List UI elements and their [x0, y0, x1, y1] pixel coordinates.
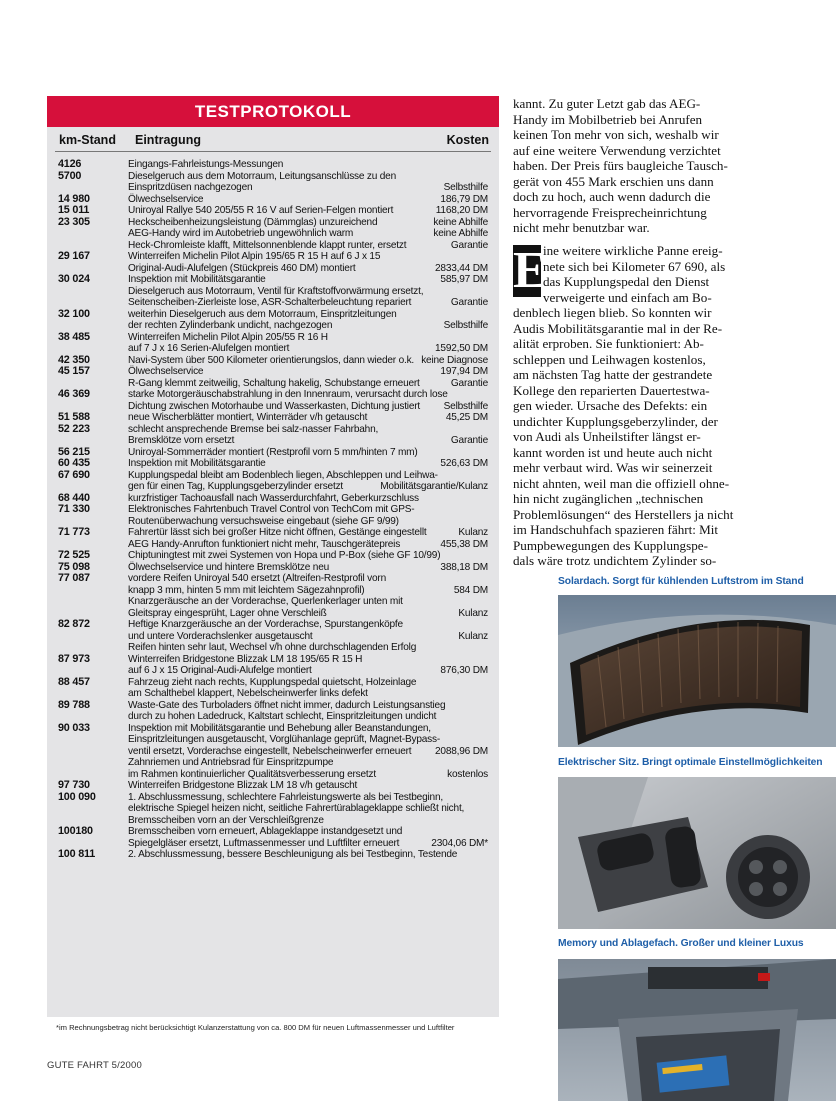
table-row [47, 803, 499, 815]
article-line: kannt. Zu guter Letzt gab das AEG- [513, 96, 701, 111]
row-entry: Seitenscheiben-Zierleiste lose, ASR-Schalterbeleuchtung repariert [128, 297, 412, 308]
table-row [47, 677, 499, 689]
table-row [47, 527, 499, 539]
table-row [47, 723, 499, 735]
row-entry: vordere Reifen Uniroyal 540 ersetzt (Altreifen-Restprofil vorn [128, 573, 387, 584]
row-cost: 45,25 DM [445, 412, 488, 423]
row-entry: Uniroyal Rallye 540 205/55 R 16 V auf Serien-Felgen montiert [128, 205, 394, 216]
row-entry: Uniroyal-Sommerräder montiert (Restprofil vorn 5 mm/hinten 7 mm) [128, 446, 418, 458]
row-km: 60 435 [58, 457, 90, 469]
row-cost: 455,38 DM [440, 538, 488, 550]
row-entry: Heckscheibenheizungsleistung (Dämmglas) unzureichend [128, 216, 378, 228]
row-entry: knapp 3 mm, hinten 5 mm mit leichtem Sägezahnprofil) [128, 584, 365, 596]
row-cost: 388,18 DM [440, 561, 488, 573]
row-km: 45 157 [58, 365, 90, 377]
article-line: hin nicht zugänglichen „technischen [513, 491, 704, 506]
table-row [47, 205, 499, 217]
table-row [47, 320, 499, 332]
row-cost: 2304,06 DM* [431, 837, 488, 849]
row-entry: 1. Abschlussmessung, schlechtere Fahrleistungswerte als bei Testbeginn, [128, 791, 443, 803]
protocol-header-row [55, 127, 491, 152]
article-line: auf eine weitere Verwendung verzichtet [513, 142, 721, 158]
row-km: 32 100 [58, 307, 90, 320]
row-entry: weiterhin Dieselgeruch aus dem Motorraum, Einspritzleitungen [128, 308, 397, 320]
row-entry: Winterreifen Michelin Pilot Alpin 195/65 R 15 H auf 6 J x 15 [128, 251, 381, 262]
table-row [47, 389, 499, 401]
row-entry: Ölwechselservice [128, 366, 204, 377]
row-cost: 526,63 DM [440, 458, 488, 469]
table-row [47, 424, 499, 436]
row-km: 38 485 [58, 330, 90, 343]
article-line: undichter Kupplungsgeberzylinder, der [513, 413, 718, 429]
row-km: 30 024 [58, 273, 90, 285]
row-cost: 186,79 DM [440, 193, 488, 205]
row-km: 90 033 [58, 721, 90, 734]
table-row [47, 435, 499, 447]
row-km: 46 369 [58, 388, 90, 400]
row-entry: starke Motorgeräuschabstrahlung in den Innenraum, verursacht durch lose [128, 389, 448, 400]
row-km: 100 090 [58, 790, 96, 803]
table-row [47, 343, 499, 355]
row-entry: R-Gang klemmt zeitweilig, Schaltung hakelig, Schubstange erneuert [128, 377, 420, 389]
test-protocol-table [47, 96, 499, 1017]
row-entry: 2. Abschlussmessung, bessere Beschleunigung als bei Testbeginn, Testende [128, 849, 458, 860]
row-cost: 1592,50 DM [435, 343, 488, 354]
photo-caption-solar-roof: Solardach. Sorgt für kühlenden Luftstrom im Stand [558, 576, 804, 587]
row-entry: Fahrertür lässt sich bei großer Hitze nicht öffnen, Gestänge eingestellt [128, 527, 427, 538]
table-row [47, 182, 499, 194]
row-cost: 585,97 DM [440, 274, 488, 285]
table-row [47, 171, 499, 183]
table-row [47, 769, 499, 781]
row-entry: Dieselgeruch aus Motorraum, Ventil für Kraftstoffvorwärmung ersetzt, [128, 285, 424, 297]
row-entry: Ölwechselservice [128, 193, 204, 205]
photo-storage-compartment [558, 959, 836, 1101]
article-line: mehr verbaut wird. Was wir seinerzeit [513, 460, 713, 475]
row-entry: Kupplungspedal bleibt am Bodenblech liegen, Abschleppen und Leihwa- [128, 469, 438, 481]
article-line: Audis Mobilitätsgarantie mal in der Re- [513, 320, 723, 336]
article-line: keinen Ton mehr von sich, weshalb wir [513, 127, 719, 142]
column-header-km: km-Stand [59, 133, 116, 147]
row-km: 29 167 [58, 250, 90, 262]
article-paragraph-2 [513, 243, 741, 569]
row-km: 68 440 [58, 491, 90, 504]
table-row [47, 596, 499, 608]
table-row [47, 504, 499, 516]
row-entry: Inspektion mit Mobilitätsgarantie und Behebung aller Beanstandungen, [128, 722, 431, 734]
storage-compartment-image [558, 959, 836, 1101]
table-row [47, 654, 499, 666]
table-row [47, 286, 499, 298]
drop-cap: E [513, 242, 548, 299]
row-entry: Bremsscheiben vorn an der Verschleißgrenze [128, 814, 324, 826]
row-entry: Routenüberwachung versuchsweise eingebaut (siehe GF 9/99) [128, 515, 399, 527]
column-header-entry: Eintragung [135, 133, 201, 147]
table-row [47, 516, 499, 528]
row-cost: Garantie [450, 297, 488, 308]
table-row [47, 274, 499, 286]
row-entry: Fahrzeug zieht nach rechts, Kupplungspedal quietscht, Holzeinlage [128, 676, 417, 688]
page-footer: GUTE FAHRT 5/2000 [47, 1060, 142, 1071]
table-row [47, 700, 499, 712]
article-line: schleppen und Leihwagen kostenlos, [513, 351, 706, 367]
row-km: 15 011 [58, 204, 90, 216]
article-line: dals wäre trotz undichtem Zylinder so- [513, 553, 717, 568]
row-entry: am Schalthebel klappert, Nebelscheinwerfer links defekt [128, 688, 368, 699]
article-line: am nächsten Tag hatte der gestrandete [513, 367, 713, 382]
row-entry: der rechten Zylinderbank undicht, nachgezogen [128, 320, 333, 331]
row-km: 87 973 [58, 652, 90, 665]
table-row [47, 849, 499, 861]
table-row [47, 401, 499, 413]
row-entry: Bremsklötze vorn ersetzt [128, 435, 235, 446]
row-km: 51 588 [58, 411, 90, 423]
article-line: Problemlösungen“ des Herstellers ja nicht [513, 506, 734, 522]
row-cost: Kulanz [458, 527, 488, 538]
article-line: verweigerte und einfach am Bo- [543, 289, 712, 305]
article-paragraph-1 [513, 96, 741, 236]
row-cost: keine Abhilfe [433, 216, 488, 228]
row-entry: elektrische Spiegel heizen nicht, seitliche Fahrertürablageklappe schließt nicht, [128, 803, 465, 814]
row-cost: Kulanz [458, 630, 488, 642]
row-km: 14 980 [58, 192, 90, 205]
row-cost: Mobilitätsgarantie/Kulanz [380, 481, 488, 492]
row-entry: Inspektion mit Mobilitätsgarantie [128, 274, 266, 285]
row-entry: Chiptuningtest mit zwei Systemen von Hopa und P-Box (siehe GF 10/99) [128, 550, 441, 561]
protocol-rows [47, 159, 499, 861]
row-entry: schlecht ansprechende Bremse bei salz-nasser Fahrbahn, [128, 423, 379, 435]
row-km: 23 305 [58, 215, 90, 228]
table-row [47, 711, 499, 723]
table-row [47, 631, 499, 643]
row-cost: kostenlos [447, 768, 488, 780]
row-entry: Bremsscheiben vorn erneuert, Ablageklappe instandgesetzt und [128, 826, 403, 837]
row-entry: Zahnriemen und Antriebsrad für Einspritzpumpe [128, 757, 334, 768]
row-cost: Kulanz [458, 607, 488, 619]
table-row [47, 355, 499, 367]
article-line: alität erproben. Sie funktioniert: Ab- [513, 336, 704, 351]
table-row [47, 332, 499, 344]
table-row [47, 780, 499, 792]
row-km: 56 215 [58, 445, 90, 458]
table-row [47, 297, 499, 309]
table-row [47, 378, 499, 390]
table-row [47, 573, 499, 585]
row-cost: Garantie [450, 377, 488, 389]
table-row [47, 539, 499, 551]
table-row [47, 838, 499, 850]
table-row [47, 585, 499, 597]
article-line: gen wieder. Ursache des Defekts: ein [513, 398, 708, 413]
row-entry: AEG-Handy wird im Autobetrieb ungewöhnlich warm [128, 228, 354, 239]
table-row [47, 447, 499, 459]
electric-seat-image [558, 777, 836, 929]
row-cost: 2088,96 DM [435, 745, 488, 757]
row-km: 97 730 [58, 779, 90, 791]
row-entry: Dieselgeruch aus dem Motorraum, Leitungsanschlüsse zu den [128, 170, 397, 182]
row-km: 52 223 [58, 422, 90, 435]
row-km: 89 788 [58, 698, 90, 711]
photo-solar-roof [558, 595, 836, 747]
row-km: 67 690 [58, 468, 90, 481]
row-entry: Ölwechselservice und hintere Bremsklötze neu [128, 561, 330, 573]
row-entry: ventil ersetzt, Vorderachse eingestellt, Nebelscheinwerfer erneuert [128, 745, 412, 757]
row-cost: 2833,44 DM [435, 262, 488, 274]
row-entry: Gleitspray eingesprüht, Lager ohne Verschleiß [128, 607, 327, 619]
article-line: im Handschuhfach spazieren fährt: Mit [513, 522, 719, 537]
protocol-title: TESTPROTOKOLL [47, 96, 499, 127]
table-row [47, 194, 499, 206]
table-row [47, 481, 499, 493]
table-row [47, 159, 499, 171]
article-line: denblech liegen blieb. So konnten wir [513, 305, 712, 320]
article-line: hervorragende Freisprecheinrichtung [513, 204, 707, 220]
row-cost: Selbsthilfe [443, 320, 488, 331]
row-entry: Spiegelgläser ersetzt, Luftmassenmesser und Luftfilter erneuert [128, 837, 400, 849]
article-line: Pumpbewegungen des Kupplungspe- [513, 537, 708, 553]
row-entry: gen für einen Tag, Kupplungsgeberzylinder ersetzt [128, 481, 344, 492]
row-entry: und untere Vorderachslenker ausgetauscht [128, 630, 313, 642]
row-entry: neue Wischerblätter montiert, Winterräder v/h getauscht [128, 412, 368, 423]
row-km: 42 350 [58, 353, 90, 366]
row-cost: Selbsthilfe [443, 400, 488, 412]
table-row [47, 734, 499, 746]
article-line: das Kupplungspedal den Dienst [543, 274, 710, 289]
article-line: haben. Der Preis fürs baugleiche Tausch- [513, 158, 728, 173]
row-cost: keine Diagnose [421, 354, 488, 366]
row-cost: 584 DM [453, 584, 488, 596]
table-row [47, 493, 499, 505]
row-km: 71 330 [58, 503, 90, 515]
row-km: 88 457 [58, 675, 90, 688]
article-line: von Audi als Unheilstifter längst er- [513, 429, 701, 444]
table-row [47, 746, 499, 758]
row-km: 4126 [58, 158, 82, 170]
row-km: 75 098 [58, 560, 90, 573]
photo-electric-seat [558, 777, 836, 929]
row-cost: keine Abhilfe [433, 228, 488, 239]
row-km: 71 773 [58, 526, 90, 538]
table-row [47, 826, 499, 838]
table-row [47, 815, 499, 827]
row-cost: Garantie [450, 435, 488, 446]
row-entry: im Rahmen kontinuierlicher Qualitätsverbesserung ersetzt [128, 768, 376, 780]
row-entry: kurzfristiger Tachoausfall nach Wasserdurchfahrt, Geberkurzschluss [128, 492, 419, 504]
row-entry: Reifen hinten sehr laut, Wechsel v/h ohne durchschlagenden Erfolg [128, 642, 417, 653]
table-row [47, 757, 499, 769]
row-entry: Original-Audi-Alufelgen (Stückpreis 460 DM) montiert [128, 262, 356, 274]
row-entry: Inspektion mit Mobilitätsgarantie [128, 458, 266, 469]
table-row [47, 228, 499, 240]
photo-caption-storage: Memory und Ablagefach. Großer und kleiner Luxus [558, 938, 804, 949]
row-entry: Winterreifen Bridgestone Blizzak LM 18 v/h getauscht [128, 780, 358, 791]
row-km: 77 087 [58, 572, 90, 584]
table-row [47, 470, 499, 482]
row-cost: 197,94 DM [440, 366, 488, 377]
row-entry: Knarzgeräusche an der Vorderachse, Querlenkerlager unten mit [128, 596, 403, 607]
table-row [47, 562, 499, 574]
row-entry: auf 6 J x 15 Original-Audi-Alufelge montiert [128, 665, 312, 676]
table-row [47, 688, 499, 700]
row-km: 72 525 [58, 549, 90, 561]
row-entry: Winterreifen Bridgestone Blizzak LM 18 195/65 R 15 H [128, 653, 363, 665]
row-km: 100 811 [58, 848, 96, 860]
row-entry: Navi-System über 500 Kilometer orientierungslos, dann wieder o.k. [128, 354, 415, 366]
table-row [47, 412, 499, 424]
row-km: 5700 [58, 169, 82, 182]
row-entry: Eingangs-Fahrleistungs-Messungen [128, 159, 284, 170]
article-line: kannt worden ist und heute auch nicht [513, 444, 713, 460]
column-header-cost: Kosten [446, 133, 489, 147]
row-entry: Winterreifen Michelin Pilot Alpin 205/55 R 16 H [128, 331, 328, 343]
footnote: *im Rechnungsbetrag nicht berücksichtigt Kulanzerstattung von ca. 800 DM für neuen Luftmassenmesser und Luftfilter [56, 1023, 455, 1032]
row-entry: Heftige Knarzgeräusche an der Vorderachse, Spurstangenköpfe [128, 619, 403, 630]
photo-caption-electric-seat: Elektrischer Sitz. Bringt optimale Einstellmöglichkeiten [558, 757, 823, 768]
table-row [47, 792, 499, 804]
table-row [47, 366, 499, 378]
article-line: Handy im Mobilbetrieb bei Anrufen [513, 111, 703, 127]
row-entry: Waste-Gate des Turboladers öffnet nicht immer, dadurch Leistungsanstieg [128, 699, 446, 711]
row-entry: Heck-Chromleiste klafft, Mittelsonnenblende klappt runter, ersetzt [128, 239, 407, 251]
row-entry: AEG Handy-Anrufton funktioniert nicht mehr, Tauschgerätepreis [128, 538, 401, 550]
row-cost: 1168,20 DM [435, 205, 488, 216]
solar-roof-image [558, 595, 836, 747]
article-line: nete sich bei Kilometer 67 690, als [543, 258, 726, 274]
row-entry: durch zu hohen Ladedruck, Kaltstart schlecht, Einspritzleitungen undicht [128, 711, 437, 722]
table-row [47, 608, 499, 620]
table-row [47, 550, 499, 562]
row-entry: auf 7 J x 16 Serien-Alufelgen montiert [128, 343, 290, 354]
article-line: nicht mehr benutzbar war. [513, 220, 650, 235]
table-row [47, 458, 499, 470]
row-cost: Selbsthilfe [443, 182, 488, 193]
article-line: Kollege den reparierten Dauertestwa- [513, 382, 710, 398]
row-km: 100180 [58, 825, 93, 837]
row-entry: Einspritzdüsen nachgezogen [128, 182, 253, 193]
row-cost: 876,30 DM [440, 665, 488, 676]
article-line: gerät von 455 Mark erschien uns dann [513, 173, 714, 189]
row-entry: Einspritzleitungen ausgetauscht, Vorglühanlage geprüft, Magnet-Bypass- [128, 734, 441, 745]
row-cost: Garantie [450, 239, 488, 251]
table-row [47, 665, 499, 677]
table-row [47, 240, 499, 252]
table-row [47, 251, 499, 263]
table-row [47, 217, 499, 229]
article-line: doch zu hoch, auch wenn dadurch die [513, 189, 711, 204]
table-row [47, 263, 499, 275]
row-entry: Elektronisches Fahrtenbuch Travel Control von TechCom mit GPS- [128, 504, 415, 515]
row-km: 82 872 [58, 618, 90, 630]
table-row [47, 642, 499, 654]
table-row [47, 619, 499, 631]
article-line: nicht ahnten, weil man die offiziell ohne- [513, 475, 730, 491]
article-line: ine weitere wirkliche Panne ereig- [543, 243, 723, 258]
row-entry: Dichtung zwischen Motorhaube und Wasserkasten, Dichtung justiert [128, 400, 421, 412]
table-row [47, 309, 499, 321]
